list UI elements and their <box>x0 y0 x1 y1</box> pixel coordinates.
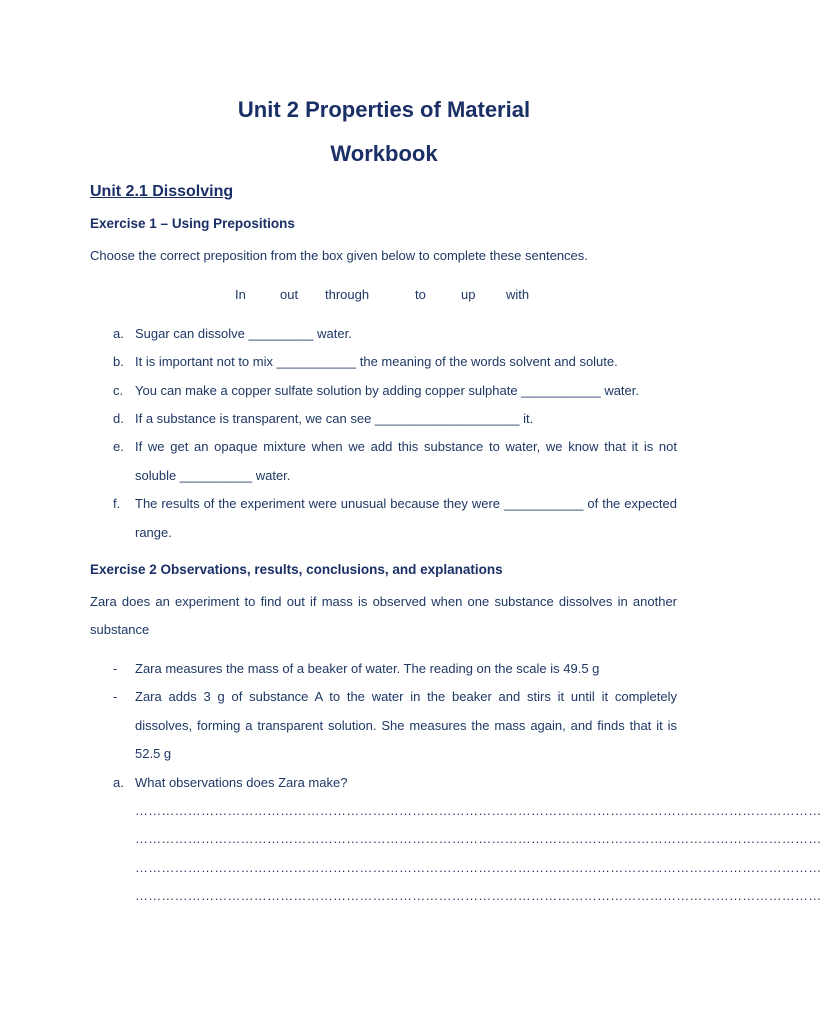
exercise1-heading: Exercise 1 – Using Prepositions <box>90 216 295 231</box>
list-item-text: Sugar can dissolve _________ water. <box>135 326 352 341</box>
list-item-text: If a substance is transparent, we can see ____________________ it. <box>135 411 534 426</box>
list-marker: c. <box>113 383 124 398</box>
word-box-item: with <box>506 287 530 302</box>
list-marker: a. <box>113 326 124 341</box>
question-text: What observations does Zara make? <box>135 775 348 790</box>
list-item <box>90 377 677 406</box>
word-box-item: out <box>280 287 299 302</box>
answer-line[interactable]: ………………………………………………………………………………………………………………………………………… <box>135 860 821 875</box>
question-item <box>90 769 677 798</box>
word-box-item: to <box>415 287 426 302</box>
section-heading: Unit 2.1 Dissolving <box>90 183 234 200</box>
answer-line[interactable]: ………………………………………………………………………………………………………………………………………… <box>135 888 821 903</box>
list-item <box>90 490 677 547</box>
bullet-item-text: Zara measures the mass of a beaker of water. The reading on the scale is 49.5 g <box>135 661 600 676</box>
list-item-text: You can make a copper sulfate solution by adding copper sulphate ___________ water. <box>135 383 639 398</box>
bullet-marker: - <box>113 689 118 704</box>
bullet-marker: - <box>113 661 118 676</box>
exercise1-instructions: Choose the correct preposition from the box given below to complete these sentences. <box>90 248 588 263</box>
list-item-text: It is important not to mix ___________ the meaning of the words solvent and solute. <box>135 354 618 369</box>
answer-line[interactable]: ………………………………………………………………………………………………………………………………………… <box>135 803 821 818</box>
list-item-text: If we get an opaque mixture when we add this substance to water, we know that it is not soluble __________ water. <box>135 439 677 483</box>
bullet-item <box>90 655 677 684</box>
word-box-item: In <box>235 287 246 302</box>
list-marker: f. <box>113 496 121 511</box>
word-box-item: up <box>461 287 476 302</box>
answer-line[interactable]: ………………………………………………………………………………………………………………………………………… <box>135 831 821 846</box>
list-item-text: The results of the experiment were unusual because they were ___________ of the expected range. <box>135 496 677 540</box>
list-marker: b. <box>113 354 124 369</box>
bullet-item-text: Zara adds 3 g of substance A to the water in the beaker and stirs it until it completely dissolves, forming a transparent solution. She measures the mass again, and finds that it is 52.5 g <box>135 689 677 761</box>
exercise2-heading: Exercise 2 Observations, results, conclusions, and explanations <box>90 562 503 577</box>
list-item <box>90 348 677 377</box>
list-marker: d. <box>113 411 124 426</box>
document-title: Unit 2 Properties of Material <box>237 97 531 122</box>
exercise2-intro: Zara does an experiment to find out if mass is observed when one substance dissolves in another substance <box>90 594 677 637</box>
list-item <box>90 320 677 349</box>
document-subtitle: Workbook <box>330 141 438 166</box>
word-box-item: through <box>325 287 370 302</box>
list-marker: e. <box>113 439 124 454</box>
question-marker: a. <box>113 775 124 790</box>
list-item <box>90 405 677 434</box>
bullet-item <box>90 683 677 769</box>
list-item <box>90 433 677 490</box>
